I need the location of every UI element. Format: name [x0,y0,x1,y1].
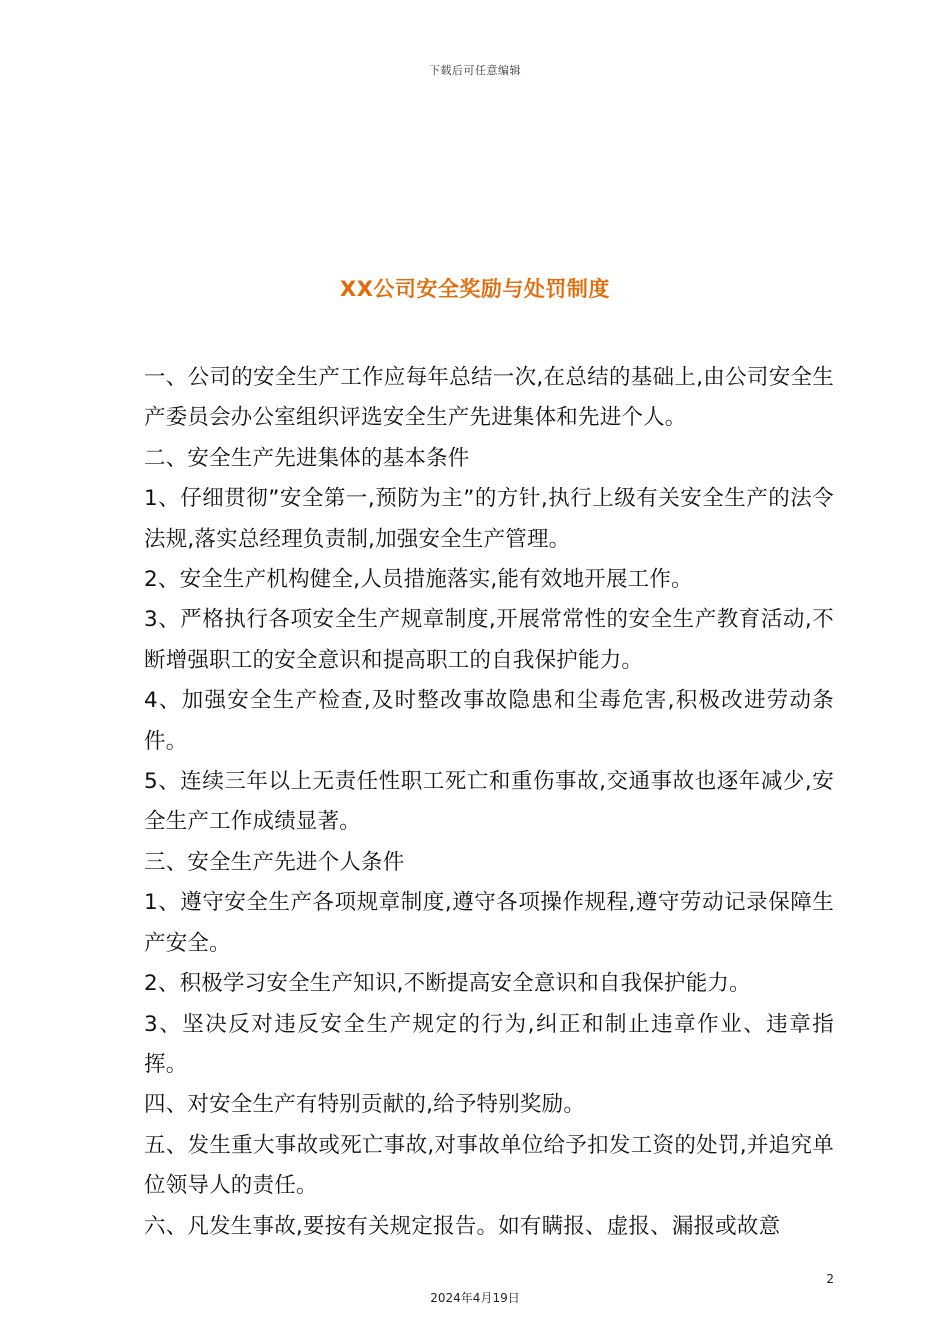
paragraph-1: 一、公司的安全生产工作应每年总结一次,在总结的基础上,由公司安全生产委员会办公室组织评选安全生产先进集体和先进个人。 [144,365,834,431]
paragraph-7: 5、连续三年以上无责任性职工死亡和重伤事故,交通事故也逐年减少,安全生产工作成绩显著。 [144,769,834,835]
paragraph-5: 3、严格执行各项安全生产规章制度,开展常常性的安全生产教育活动,不断增强职工的安全意识和提高职工的自我保护能力。 [144,607,834,673]
paragraph-2: 二、安全生产先进集体的基本条件 [144,445,470,471]
paragraph-8: 三、安全生产先进个人条件 [144,849,405,875]
paragraph-14: 六、凡发生事故,要按有关规定报告。如有瞒报、虚报、漏报或故意 [144,1213,781,1239]
paragraph-6: 4、加强安全生产检查,及时整改事故隐患和尘毒危害,积极改进劳动条件。 [144,688,834,754]
paragraph-4: 2、安全生产机构健全,人员措施落实,能有效地开展工作。 [144,567,693,593]
document-title: XX公司安全奖励与处罚制度 [340,277,610,301]
paragraph-13: 五、发生重大事故或死亡事故,对事故单位给予扣发工资的处罚,并追究单位领导人的责任。 [144,1132,834,1199]
page-number: 2 [826,1272,834,1286]
footer-date: 2024年4月19日 [430,1291,520,1305]
paragraph-9: 1、遵守安全生产各项规章制度,遵守各项操作规程,遵守劳动记录保障生产安全。 [144,890,834,956]
paragraph-11: 3、坚决反对违反安全生产规定的行为,纠正和制止违章作业、违章指挥。 [144,1011,834,1077]
page-header: 下载后可任意编辑 [429,64,521,77]
paragraph-3: 1、仔细贯彻”安全第一,预防为主”的方针,执行上级有关安全生产的法令法规,落实总经理负责制,加强安全生产管理。 [144,486,834,552]
paragraph-12: 四、对安全生产有特别贡献的,给予特别奖励。 [144,1092,586,1118]
paragraph-10: 2、积极学习安全生产知识,不断提高安全意识和自我保护能力。 [144,971,751,997]
document-body [144,358,834,1247]
